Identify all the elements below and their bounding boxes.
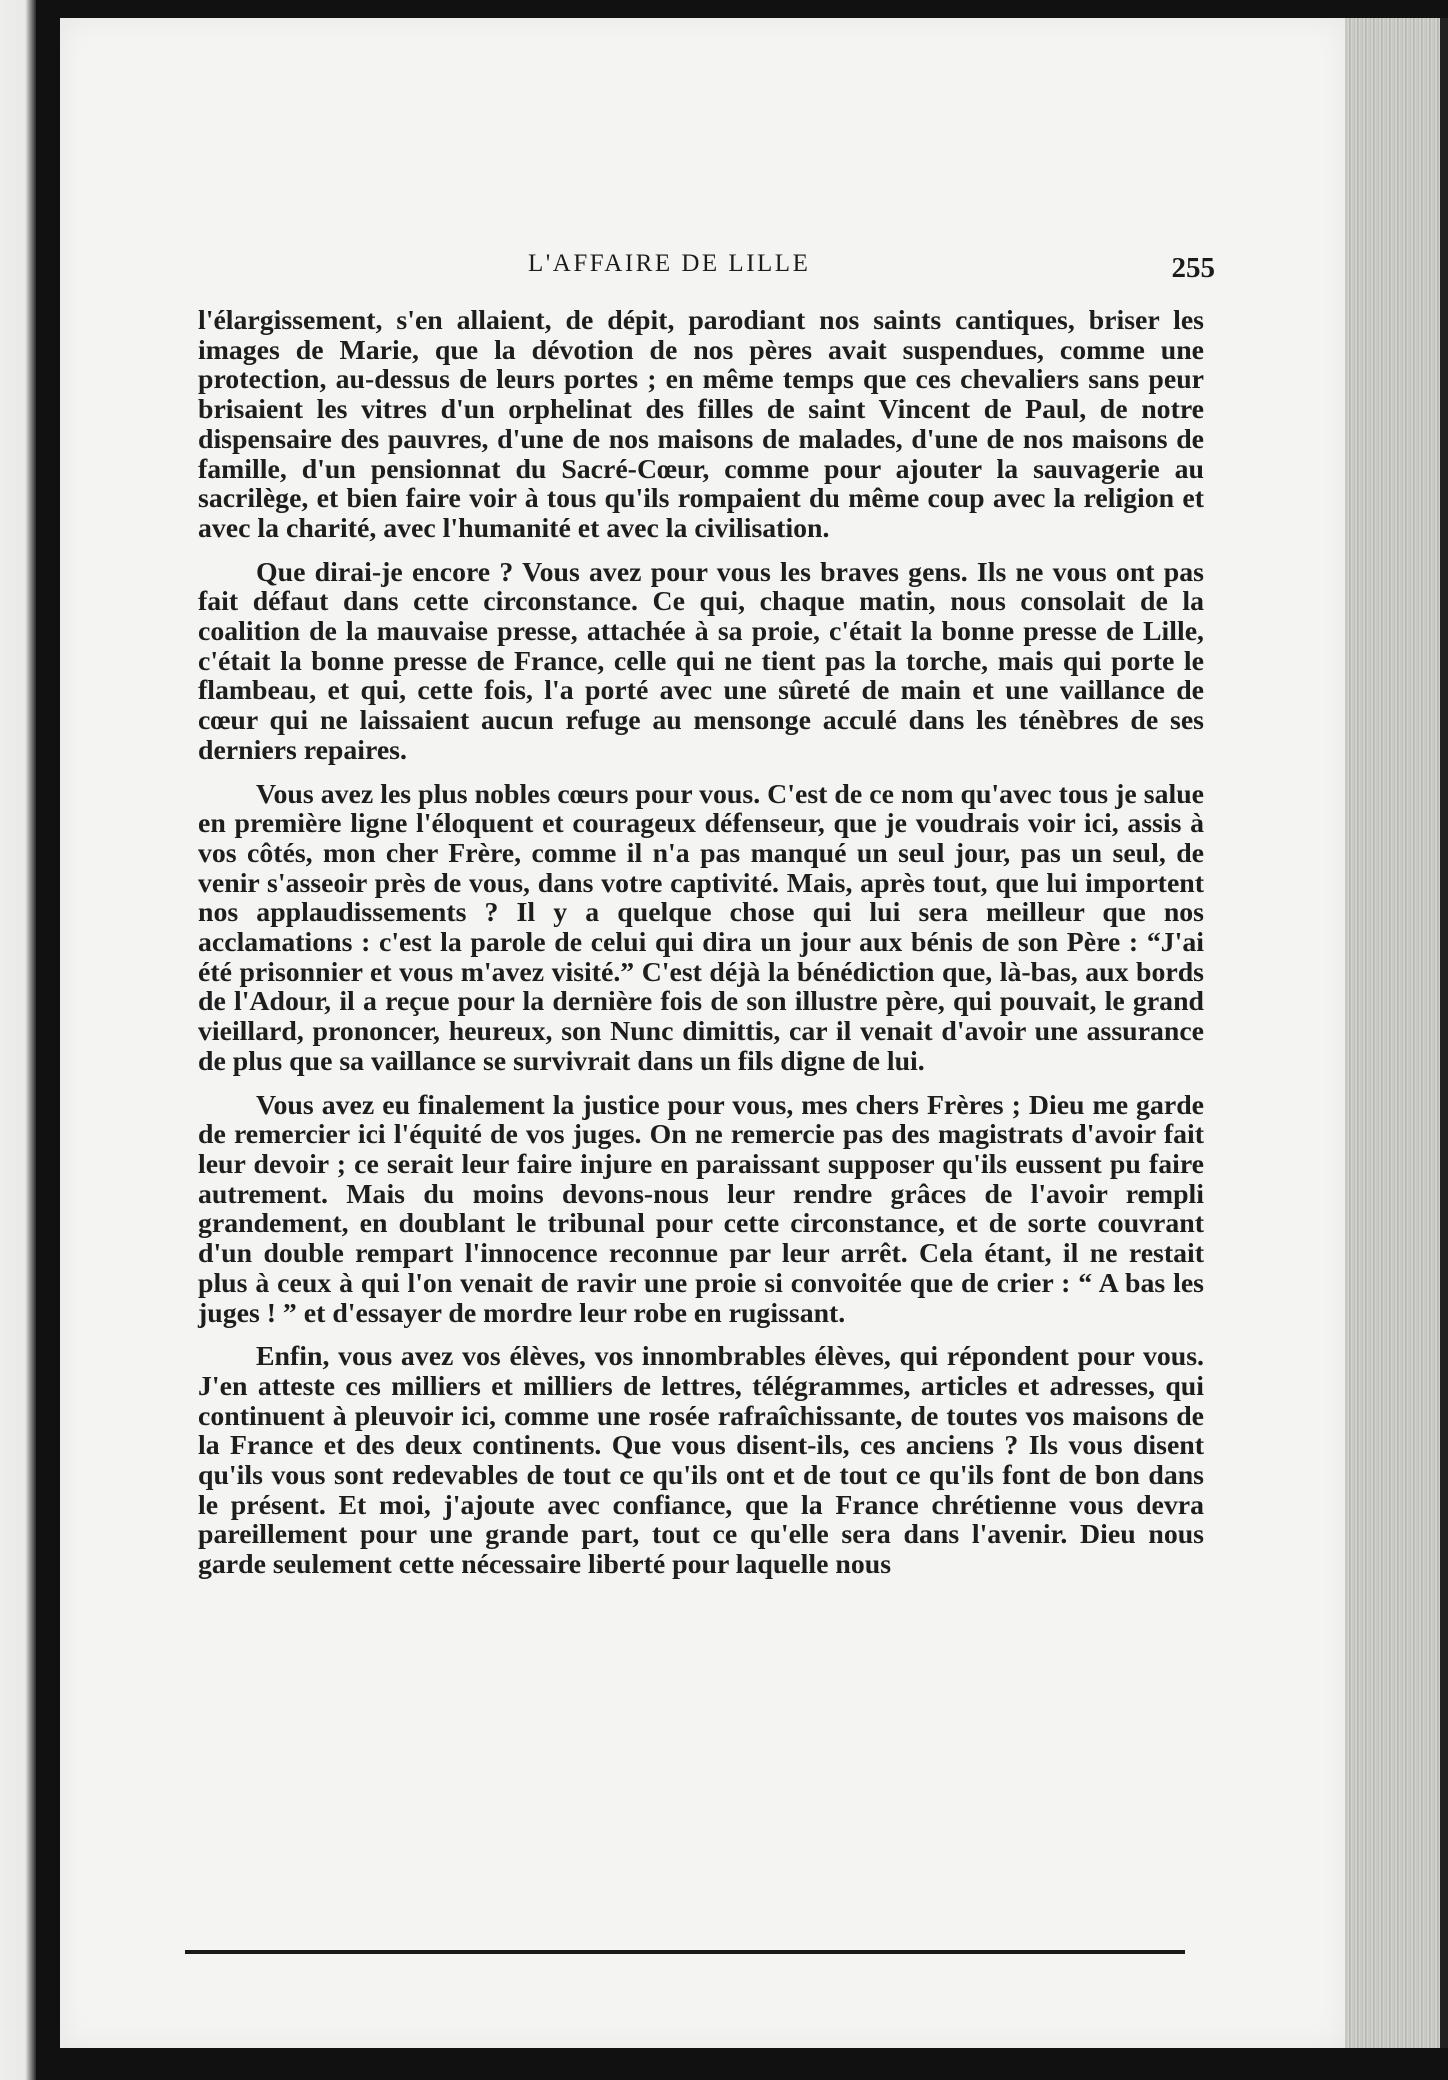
page-number: 255 (1171, 252, 1215, 284)
book-page-edges (1345, 18, 1448, 2048)
paragraph-2: Que dirai-je encore ? Vous avez pour vous les braves gens. Ils ne vous ont pas fait défaut dans cette circonstance. Ce qui, chaque matin, nous consolait de la coalition de la mauvaise presse, attachée à sa proie, c'était la bonne presse de Lille, c'était la bonne presse de France, celle qui ne tient pas la torche, mais qui porte le flambeau, et qui, cette fois, l'a porté avec une sûreté de main et une vaillance de cœur qui ne laissaient aucun refuge au mensonge acculé dans les ténèbres de ses derniers repaires. (198, 556, 1204, 766)
paragraph-1: l'élargissement, s'en allaient, de dépit, parodiant nos saints cantiques, briser les images de Marie, que la dévotion de nos pères avait suspendues, comme une protection, au-dessus de leurs portes ; en même temps que ces chevaliers sans peur brisaient les vitres d'un orphelinat des filles de saint Vincent de Paul, de notre dispensaire des pauvres, d'une de nos maisons de malades, d'une de nos maisons de famille, d'un pensionnat du Sacré-Cœur, comme pour ajouter la sauvagerie au sacrilège, et bien faire voir à tous qu'ils rompaient du même coup avec la religion et avec la charité, avec l'humanité et avec la civilisation. (198, 305, 1204, 544)
body-text (198, 306, 1204, 1580)
adjacent-page-edge (0, 0, 36, 2080)
bottom-rule (185, 1950, 1185, 1954)
paragraph-4: Vous avez eu finalement la justice pour vous, mes chers Frères ; Dieu me garde de remercier ici l'équité de vos juges. On ne remercie pas des magistrats d'avoir fait leur devoir ; ce serait leur faire injure en paraissant supposer qu'ils eussent pu faire autrement. Mais du moins devons-nous leur rendre grâces de l'avoir rempli grandement, en doublant le tribunal pour cette circonstance, et de sorte couvrant d'un double rempart l'innocence reconnue par leur arrêt. Cela étant, il ne restait plus à ceux à qui l'on venait de ravir une proie si convoitée que de crier : “ A bas les juges ! ” et d'essayer de mordre leur robe en rugissant. (198, 1089, 1204, 1329)
paragraph-3: Vous avez les plus nobles cœurs pour vous. C'est de ce nom qu'avec tous je salue en première ligne l'éloquent et courageux défenseur, que je voudrais voir ici, assis à vos côtés, mon cher Frère, comme il n'a pas manqué un seul jour, pas un seul, de venir s'asseoir près de vous, dans votre captivité. Mais, après tout, que lui importent nos applaudissements ? Il y a quelque chose qui lui sera meilleur que nos acclamations : c'est la parole de celui qui dira un jour aux bénis de son Père : “J'ai été prisonnier et vous m'avez visité.” C'est déjà la bénédiction que, là-bas, aux bords de l'Adour, il a reçue pour la dernière fois de son illustre père, qui pouvait, le grand vieillard, prononcer, heureux, son Nunc dimittis, car il venait d'avoir une assurance de plus que sa vaillance se survivrait dans un fils digne de lui. (198, 778, 1204, 1077)
paragraph-5: Enfin, vous avez vos élèves, vos innombrables élèves, qui répondent pour vous. J'en atteste ces milliers et milliers de lettres, télégrammes, articles et adresses, qui continuent à pleuvoir ici, comme une rosée rafraîchissante, de toutes vos maisons de la France et des deux continents. Que vous disent-ils, ces anciens ? Ils vous disent qu'ils vous sont redevables de tout ce qu'ils ont et de tout ce qu'ils font de bon dans le présent. Et moi, j'ajoute avec confiance, que la France chrétienne vous devra pareillement pour une grande part, tout ce qu'elle sera dans l'avenir. Dieu nous garde seulement cette nécessaire liberté pour laquelle nous (198, 1341, 1204, 1581)
running-title: L'AFFAIRE DE LILLE (528, 250, 811, 277)
book-page (60, 18, 1345, 2048)
